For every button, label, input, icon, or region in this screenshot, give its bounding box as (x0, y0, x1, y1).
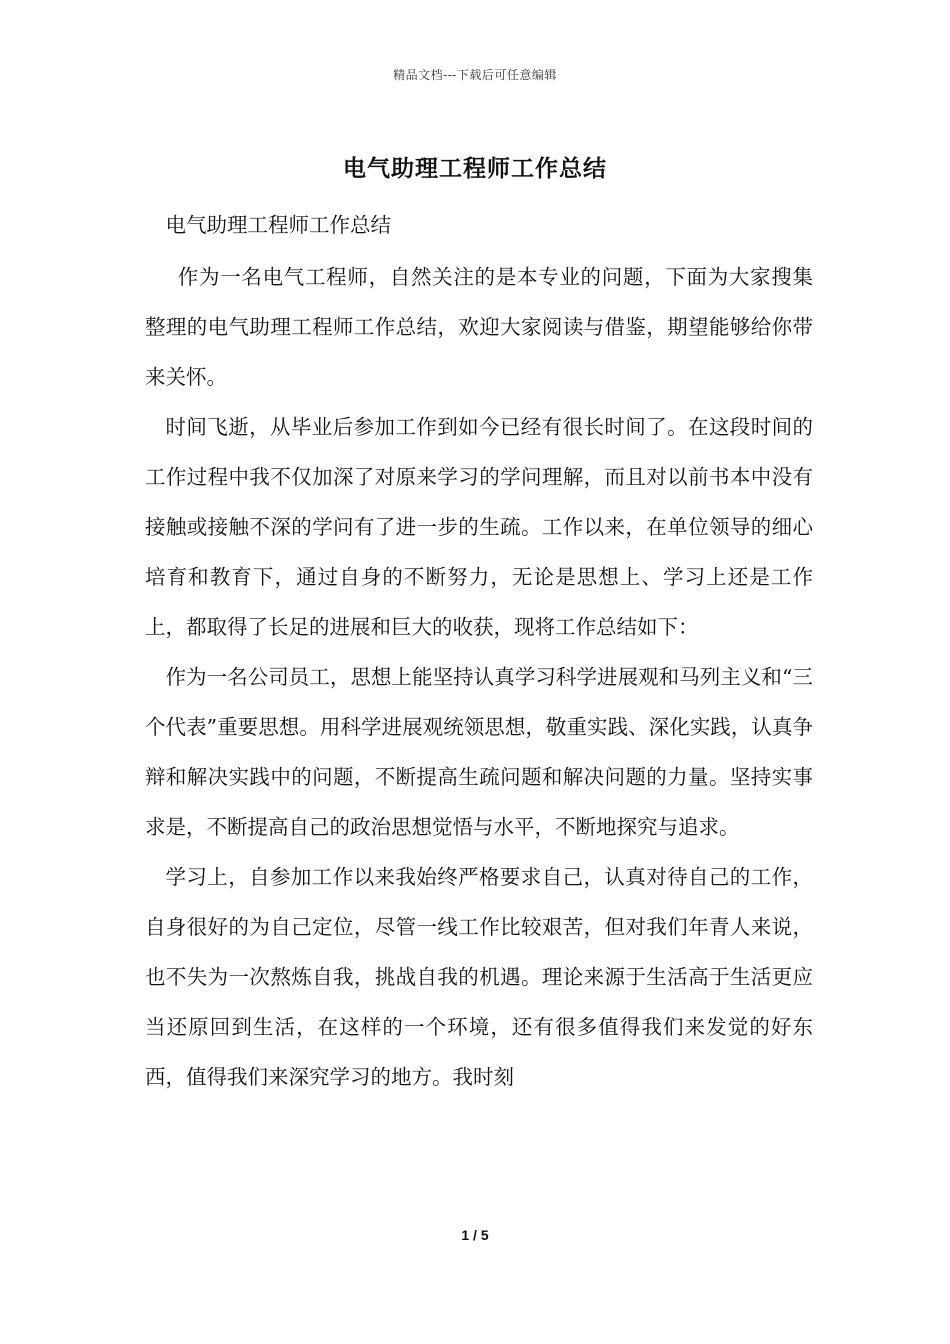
paragraph-intro: 作为一名电气工程师，自然关注的是本专业的问题，下面为大家搜集整理的电气助理工程师工作总结，欢迎大家阅读与借鉴，期望能够给你带来关怀。 (145, 265, 813, 389)
paragraph: 作为一名公司员工，思想上能坚持认真学习科学进展观和马列主义和“三个代表”重要思想。用科学进展观统领思想，敬重实践、深化实践，认真争辩和解决实践中的问题，不断提高生疏问题和解决问题的力量。坚持实事求是，不断提高自己的政治思想觉悟与水平，不断地探究与追求。 (145, 665, 813, 839)
paragraph: 时间飞逝，从毕业后参加工作到如今已经有很长时间了。在这段时间的工作过程中我不仅加深了对原来学习的学问理解，而且对以前书本中没有接触或接触不深的学问有了进一步的生疏。工作以来，在单位领导的细心培育和教育下，通过自身的不断努力，无论是思想上、学习上还是工作上，都取得了长足的进展和巨大的收获，现将工作总结如下： (145, 415, 813, 639)
document-subtitle: 电气助理工程师工作总结 (165, 213, 391, 237)
document-body (145, 200, 813, 1102)
paragraph: 学习上，自参加工作以来我始终严格要求自己，认真对待自己的工作，自身很好的为自己定位，尽管一线工作比较艰苦，但对我们年青人来说，也不失为一次熬炼自我，挑战自我的机遇。理论来源于生活高于生活更应当还原回到生活，在这样的一个环境，还有很多值得我们来发觉的好东西，值得我们来深究学习的地方。我时刻 (145, 865, 813, 1089)
document-title: 电气助理工程师工作总结 (343, 155, 607, 182)
header-note: 精品文档---下载后可任意编辑 (393, 68, 557, 82)
page-number: 1 / 5 (461, 1227, 489, 1243)
